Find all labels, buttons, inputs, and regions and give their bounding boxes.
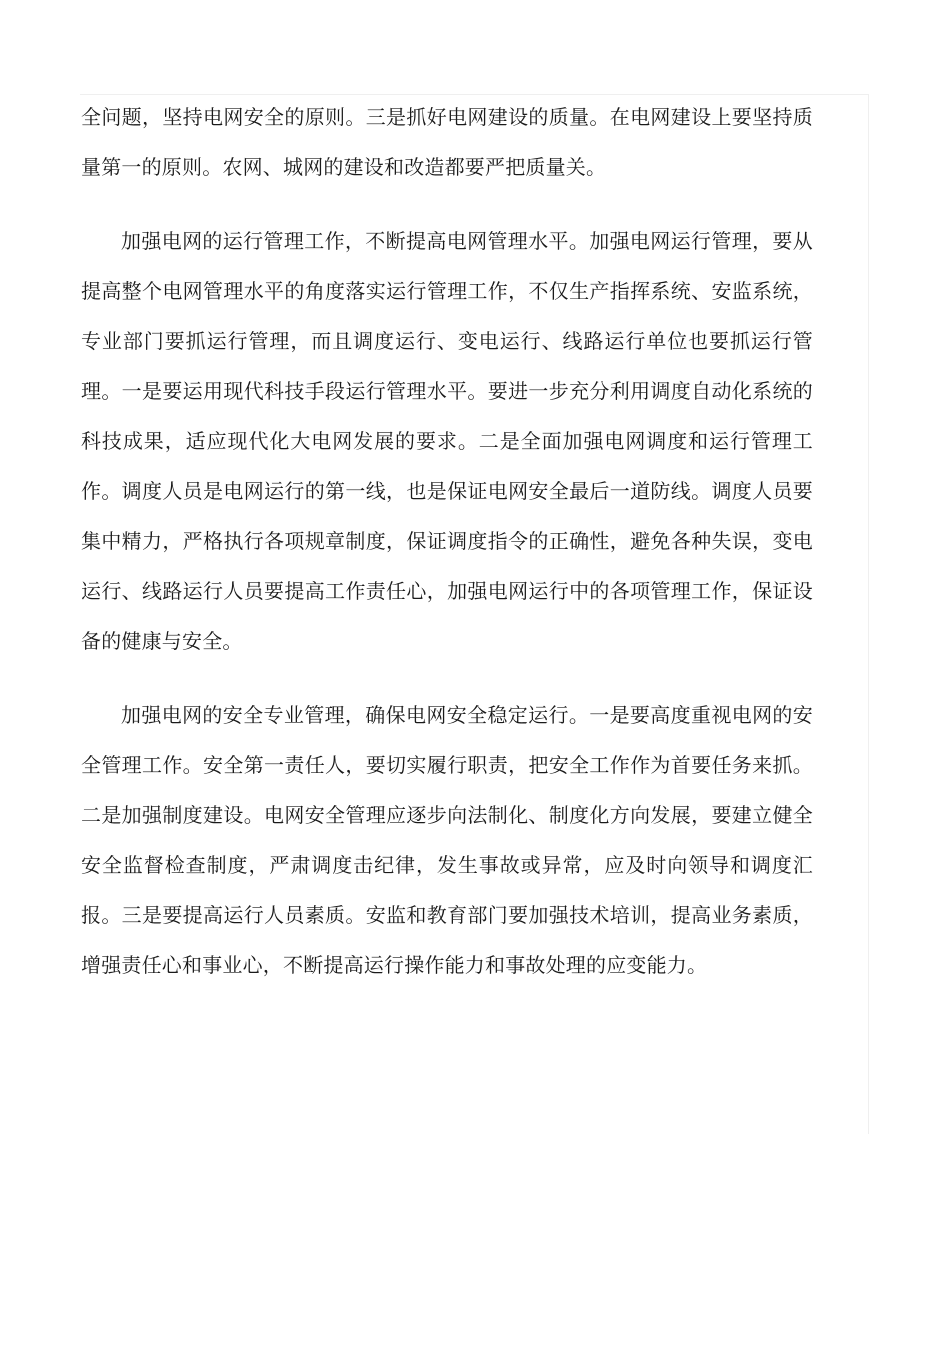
document-body (81, 92, 813, 990)
paragraph-continued: 全问题，坚持电网安全的原则。三是抓好电网建设的质量。在电网建设上要坚持质量第一的原则。农网、城网的建设和改造都要严把质量关。 (81, 105, 813, 179)
paragraph-operation-management: 加强电网的运行管理工作，不断提高电网管理水平。加强电网运行管理，要从提高整个电网管理水平的角度落实运行管理工作，不仅生产指挥系统、安监系统，专业部门要抓运行管理，而且调度运行、变电运行、线路运行单位也要抓运行管理。一是要运用现代科技手段运行管理水平。要进一步充分利用调度自动化系统的科技成果，适应现代化大电网发展的要求。二是全面加强电网调度和运行管理工作。调度人员是电网运行的第一线，也是保证电网安全最后一道防线。调度人员要集中精力，严格执行各项规章制度，保证调度指令的正确性，避免各种失误，变电运行、线路运行人员要提高工作责任心，加强电网运行中的各项管理工作，保证设备的健康与安全。 (81, 229, 813, 653)
paragraph-safety-management: 加强电网的安全专业管理，确保电网安全稳定运行。一是要高度重视电网的安全管理工作。安全第一责任人，要切实履行职责，把安全工作作为首要任务来抓。二是加强制度建设。电网安全管理应逐步向法制化、制度化方向发展，要建立健全安全监督检查制度，严肃调度击纪律，发生事故或异常，应及时向领导和调度汇报。三是要提高运行人员素质。安监和教育部门要加强技术培训，提高业务素质，增强责任心和事业心，不断提高运行操作能力和事故处理的应变能力。 (81, 703, 813, 977)
